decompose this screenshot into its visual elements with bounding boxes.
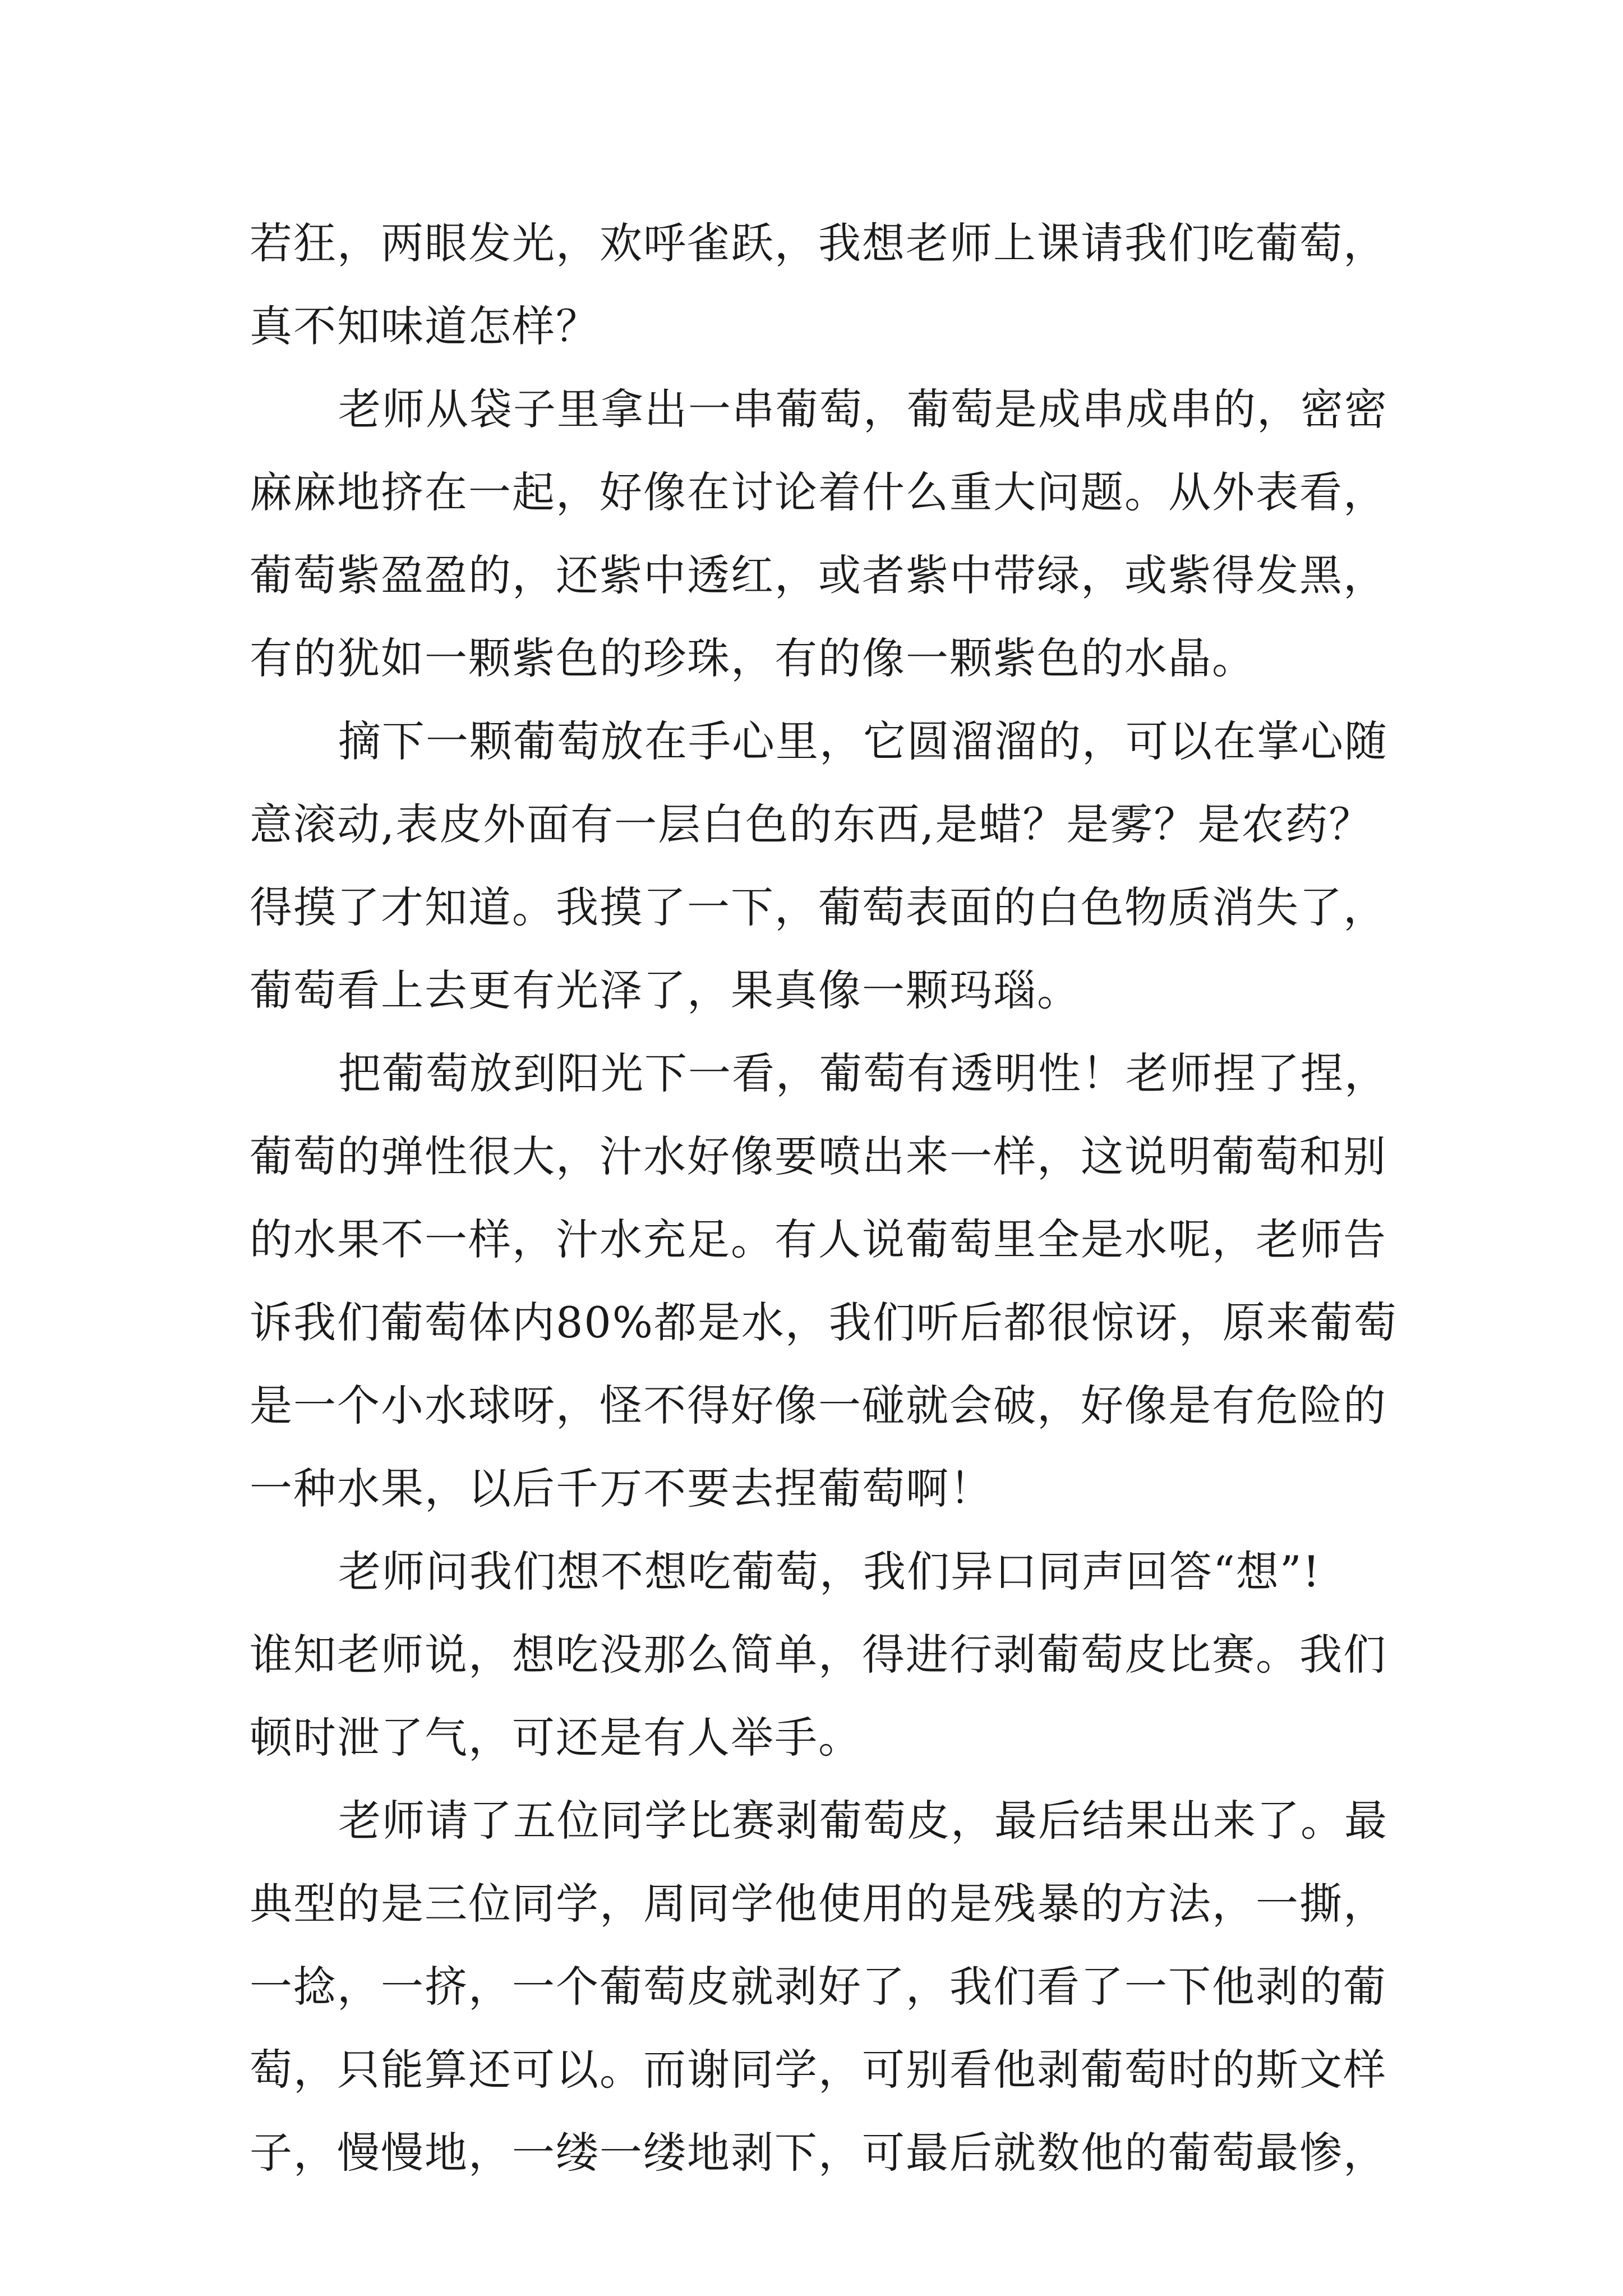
text-line: 是一个小水球呀，怪不得好像一碰就会破，好像是有危险的 xyxy=(250,1381,1387,1430)
text-line: 若狂，两眼发光，欢呼雀跃，我想老师上课请我们吃葡萄， xyxy=(250,218,1387,268)
paragraph-start-line: 把葡萄放到阳光下一看，葡萄有透明性！老师捏了捏， xyxy=(338,1048,1388,1098)
text-line: 谁知老师说，想吃没那么简单，得进行剥葡萄皮比赛。我们 xyxy=(250,1630,1387,1680)
text-line: 有的犹如一颗紫色的珍珠，有的像一颗紫色的水晶。 xyxy=(250,633,1256,683)
text-line: 萄，只能算还可以。而谢同学，可别看他剥葡萄时的斯文样 xyxy=(250,2045,1387,2095)
text-line: 葡萄紫盈盈的，还紫中透红，或者紫中带绿，或紫得发黑， xyxy=(250,550,1387,600)
paragraph-start-line: 摘下一颗葡萄放在手心里，它圆溜溜的，可以在掌心随 xyxy=(338,716,1388,766)
text-line: 典型的是三位同学，周同学他使用的是残暴的方法，一撕， xyxy=(250,1879,1387,1929)
text-line: 得摸了才知道。我摸了一下，葡萄表面的白色物质消失了， xyxy=(250,882,1387,932)
text-line: 诉我们葡萄体内80%都是水，我们听后都很惊讶，原来葡萄 xyxy=(250,1297,1398,1347)
text-line: 葡萄的弹性很大，汁水好像要喷出来一样，这说明葡萄和别 xyxy=(250,1131,1387,1181)
text-line: 葡萄看上去更有光泽了，果真像一颗玛瑙。 xyxy=(250,965,1081,1015)
text-line: 真不知味道怎样？ xyxy=(250,301,600,351)
text-line: 子，慢慢地，一缕一缕地剥下，可最后就数他的葡萄最惨， xyxy=(250,2128,1387,2178)
paragraph-start-line: 老师请了五位同学比赛剥葡萄皮，最后结果出来了。最 xyxy=(338,1796,1388,1846)
paragraph-start-line: 老师从袋子里拿出一串葡萄，葡萄是成串成串的，密密 xyxy=(338,384,1388,434)
text-line: 的水果不一样，汁水充足。有人说葡萄里全是水呢，老师告 xyxy=(250,1214,1387,1264)
paragraph-start-line: 老师问我们想不想吃葡萄，我们异口同声回答“想”! xyxy=(338,1547,1321,1596)
essay-body xyxy=(250,202,1398,2194)
text-line: 麻麻地挤在一起，好像在讨论着什么重大问题。从外表看， xyxy=(250,467,1387,517)
text-line: 一种水果，以后千万不要去捏葡萄啊！ xyxy=(250,1464,993,1513)
text-line: 一捻，一挤，一个葡萄皮就剥好了，我们看了一下他剥的葡 xyxy=(250,1962,1387,2012)
text-line: 顿时泄了气，可还是有人举手。 xyxy=(250,1713,862,1763)
text-line: 意滚动,表皮外面有一层白色的东西,是蜡？是雾？是农药？ xyxy=(250,799,1373,849)
